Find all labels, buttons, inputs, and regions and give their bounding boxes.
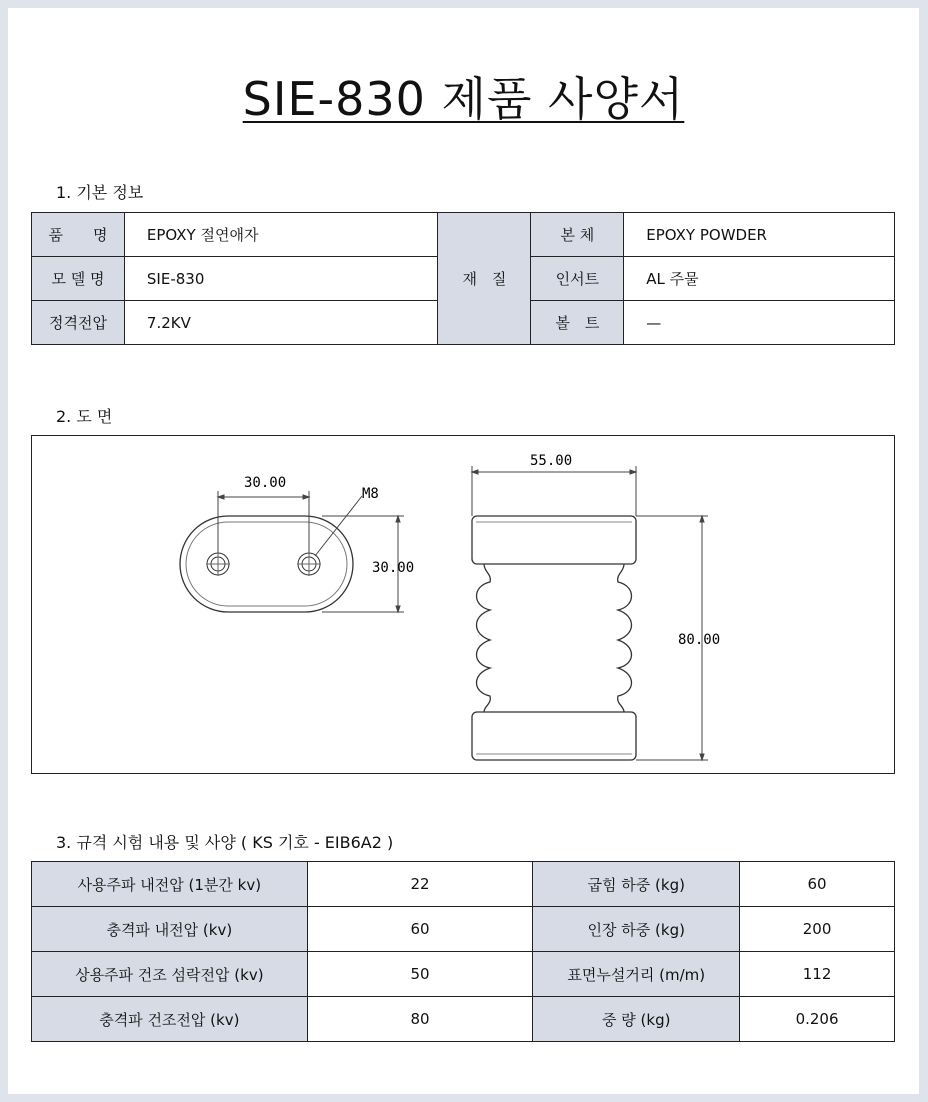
spec-value: 60 bbox=[740, 862, 895, 907]
product-name-value: EPOXY 절연애자 bbox=[124, 213, 438, 257]
spec-label: 상용주파 건조 섬락전압 (kv) bbox=[32, 952, 308, 997]
insert-material-label: 인서트 bbox=[531, 257, 624, 301]
spec-value: 0.206 bbox=[740, 997, 895, 1042]
top-height-dimension-label: 30.00 bbox=[372, 560, 415, 576]
spec-value: 22 bbox=[307, 862, 533, 907]
side-width-dimension-label: 55.00 bbox=[530, 453, 573, 469]
spec-label: 인장 하중 (kg) bbox=[533, 907, 740, 952]
rated-voltage-label: 정격전압 bbox=[32, 301, 125, 345]
table-row bbox=[32, 997, 895, 1042]
table-row bbox=[32, 952, 895, 997]
side-view-outline bbox=[472, 516, 636, 760]
spec-sheet-page bbox=[8, 8, 919, 1094]
bolt-size-label: M8 bbox=[362, 486, 379, 502]
bolt-hole-right bbox=[297, 552, 321, 576]
bolt-material-label: 볼 트 bbox=[531, 301, 624, 345]
model-name-label: 모 델 명 bbox=[32, 257, 125, 301]
section-drawing-heading: 2. 도 면 bbox=[56, 407, 113, 426]
rated-voltage-value: 7.2KV bbox=[124, 301, 438, 345]
top-view-outline bbox=[180, 516, 353, 612]
material-label: 재 질 bbox=[438, 213, 531, 345]
section-basic-info-heading: 1. 기본 정보 bbox=[56, 183, 144, 202]
spec-label: 사용주파 내전압 (1분간 kv) bbox=[32, 862, 308, 907]
table-row bbox=[32, 213, 895, 257]
model-name-value: SIE-830 bbox=[124, 257, 438, 301]
spec-value: 60 bbox=[307, 907, 533, 952]
spec-value: 50 bbox=[307, 952, 533, 997]
spec-table bbox=[31, 861, 895, 1042]
product-name-label: 품 명 bbox=[32, 213, 125, 257]
section-spec-heading: 3. 규격 시험 내용 및 사양 ( KS 기호 - EIB6A2 ) bbox=[56, 833, 394, 852]
spec-label: 충격파 건조전압 (kv) bbox=[32, 997, 308, 1042]
page-title: SIE-830 제품 사양서 bbox=[242, 72, 685, 126]
top-width-dimension-label: 30.00 bbox=[244, 475, 287, 491]
basic-info-table bbox=[31, 212, 895, 345]
spec-label: 표면누설거리 (m/m) bbox=[533, 952, 740, 997]
body-material-label: 본 체 bbox=[531, 213, 624, 257]
spec-label: 충격파 내전압 (kv) bbox=[32, 907, 308, 952]
bolt-hole-left bbox=[206, 552, 230, 576]
spec-value: 112 bbox=[740, 952, 895, 997]
spec-value: 200 bbox=[740, 907, 895, 952]
spec-value: 80 bbox=[307, 997, 533, 1042]
body-material-value: EPOXY POWDER bbox=[624, 213, 895, 257]
table-row bbox=[32, 907, 895, 952]
bolt-material-value: — bbox=[624, 301, 895, 345]
spec-label: 굽힘 하중 (kg) bbox=[533, 862, 740, 907]
side-width-dimension-line bbox=[472, 466, 636, 516]
drawing-svg bbox=[32, 436, 894, 773]
insert-material-value: AL 주물 bbox=[624, 257, 895, 301]
table-row bbox=[32, 862, 895, 907]
technical-drawing bbox=[31, 435, 895, 774]
side-height-dimension-label: 80.00 bbox=[678, 632, 721, 648]
spec-label: 중 량 (kg) bbox=[533, 997, 740, 1042]
